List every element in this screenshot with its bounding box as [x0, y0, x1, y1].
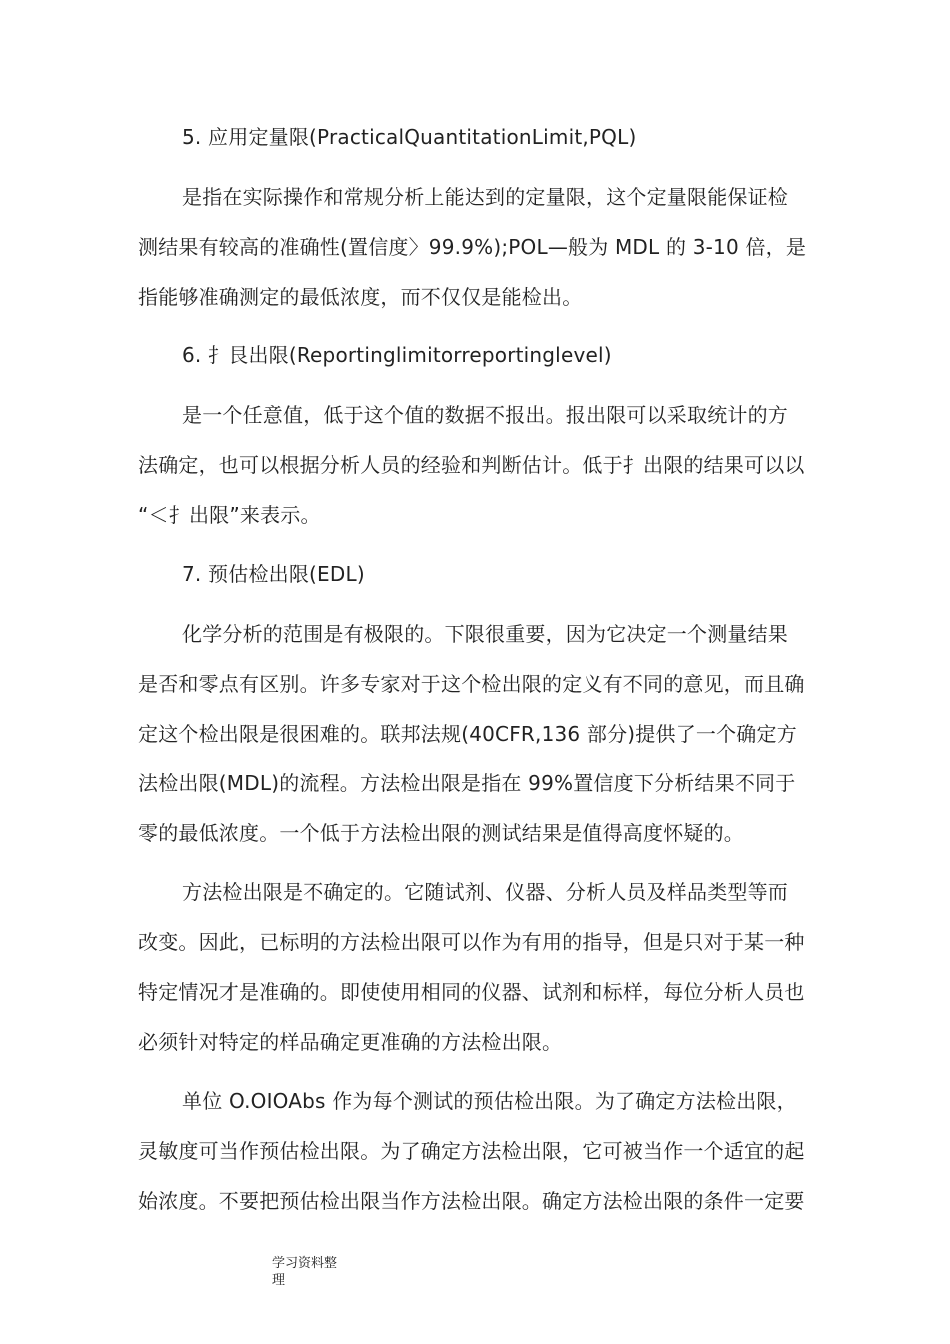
paragraph-line: 法确定，也可以根据分析人员的经验和判断估计。低于扌出限的结果可以以 [138, 453, 805, 477]
paragraph-line: 始浓度。不要把预估检出限当作方法检出限。确定方法检出限的条件一定要 [138, 1189, 805, 1213]
heading-edl: 7. 预估检出限(EDL) [182, 562, 365, 586]
paragraph-line: 是否和零点有区别。许多专家对于这个检出限的定义有不同的意见，而且确 [138, 672, 805, 696]
paragraph-line: 化学分析的范围是有极限的。下限很重要，因为它决定一个测量结果 [182, 622, 788, 646]
footer-text: 学习资料整 [272, 1256, 338, 1271]
paragraph-line: 改变。因此，已标明的方法检出限可以作为有用的指导，但是只对于某一种 [138, 930, 805, 954]
heading-pql: 5. 应用定量限(PracticalQuantitationLimit,PQL) [182, 125, 637, 149]
paragraph-line: 零的最低浓度。一个低于方法检出限的测试结果是值得高度怀疑的。 [138, 821, 744, 845]
paragraph-line: 单位 O.OIOAbs 作为每个测试的预估检出限。为了确定方法检出限， [182, 1089, 797, 1113]
paragraph-line: “＜扌出限”来表示。 [138, 503, 321, 527]
paragraph-line: 定这个检出限是很困难的。联邦法规(40CFR,136 部分)提供了一个确定方 [138, 722, 797, 746]
paragraph-line: 特定情况才是准确的。即使使用相同的仪器、试剂和标样，每位分析人员也 [138, 980, 805, 1004]
paragraph-line: 灵敏度可当作预估检出限。为了确定方法检出限，它可被当作一个适宜的起 [138, 1139, 805, 1163]
paragraph-line: 必须针对特定的样品确定更准确的方法检出限。 [138, 1030, 563, 1054]
paragraph-line: 法检出限(MDL)的流程。方法检出限是指在 99%置信度下分析结果不同于 [138, 771, 796, 795]
footer-text: 理 [272, 1273, 286, 1288]
heading-reporting-limit: 6. 扌艮出限(Reportinglimitorreportinglevel) [182, 343, 612, 367]
paragraph-line: 测结果有较高的准确性(置信度〉99.9%);POL—般为 MDL 的 3-10 倍，是 [138, 235, 807, 259]
paragraph-line: 指能够准确测定的最低浓度，而不仅仅是能检出。 [138, 285, 583, 309]
paragraph-line: 是一个任意值，低于这个值的数据不报出。报出限可以采取统计的方 [182, 403, 788, 427]
paragraph-line: 是指在实际操作和常规分析上能达到的定量限，这个定量限能保证检 [182, 185, 788, 209]
paragraph-line: 方法检出限是不确定的。它随试剂、仪器、分析人员及样品类型等而 [182, 880, 788, 904]
